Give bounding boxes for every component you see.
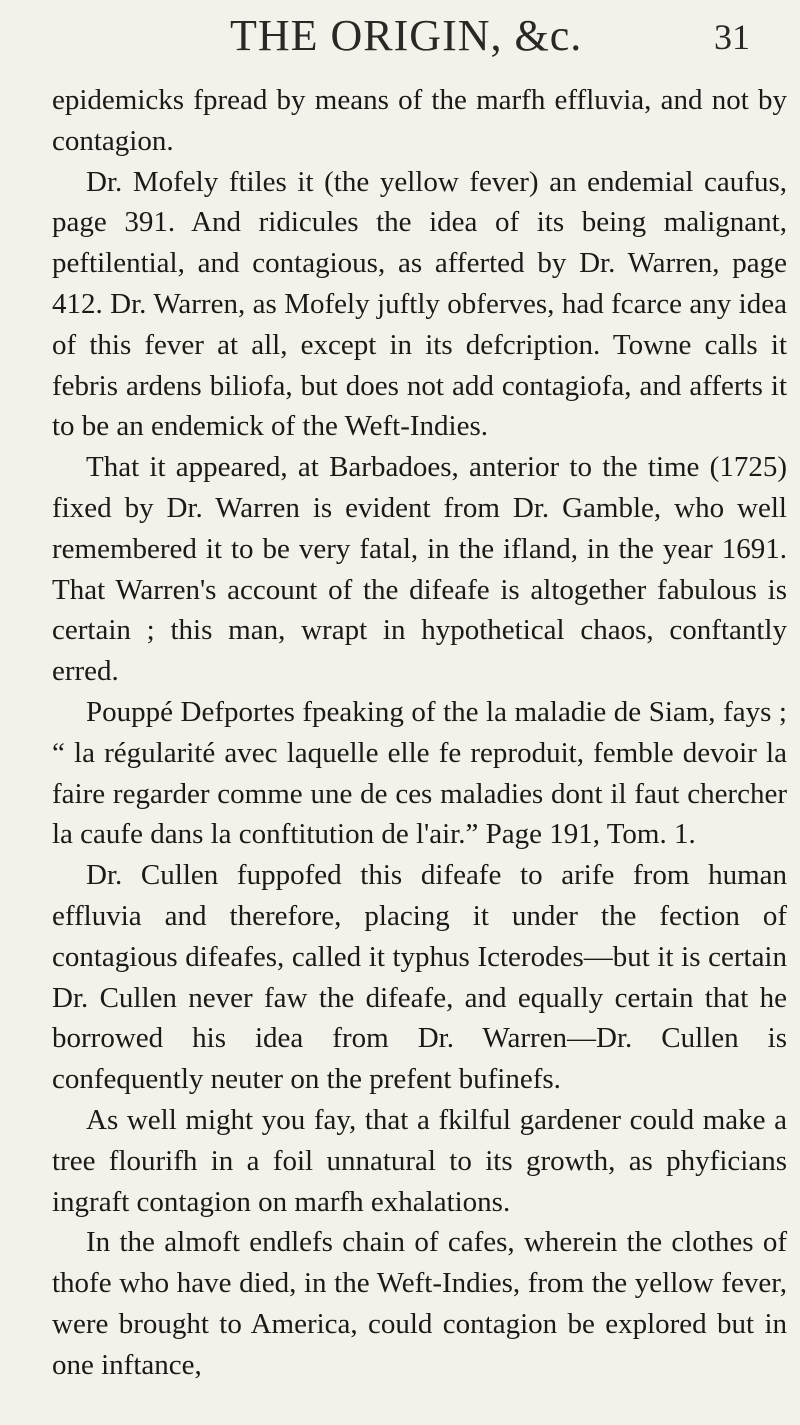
page-header	[0, 10, 800, 70]
paragraph: Dr. Cullen fuppofed this difeafe to arife from human effluvia and therefore, placing it under the fection of contagious difeafes, called it typhus Icterodes—but it is certain Dr. Cullen never faw the difeafe, and equally certain that he borrowed his idea from Dr. Warren—Dr. Cullen is confequently neuter on the prefent bufinefs.	[52, 859, 787, 1096]
running-head: THE ORIGIN, &c.	[230, 11, 583, 60]
body-text	[52, 80, 787, 1386]
paragraph: epidemicks fpread by means of the marfh effluvia, and not by contagion.	[52, 84, 787, 157]
paragraph: Pouppé Defportes fpeaking of the la maladie de Siam, fays ; “ la régularité avec laquelle elle fe reproduit, femble devoir la faire regarder comme une de ces maladies dont il faut chercher la caufe dans la conftitution de l'air.” Page 191, Tom. 1.	[52, 695, 787, 851]
paragraph: That it appeared, at Barbadoes, anterior to the time (1725) fixed by Dr. Warren is evident from Dr. Gamble, who well remembered it to be very fatal, in the ifland, in the year 1691. That Warren's account of the difeafe is altogether fabulous is certain ; this man, wrapt in hypothetical chaos, conftantly erred.	[52, 451, 787, 688]
page-number: 31	[714, 17, 750, 57]
paragraph: Dr. Mofely ftiles it (the yellow fever) an endemial caufus, page 391. And ridicules the idea of its being malignant, peftilential, and contagious, as afferted by Dr. Warren, page 412. Dr. Warren, as Mofely juftly obferves, had fcarce any idea of this fever at all, except in its defcription. Towne calls it febris ardens biliofa, but does not add contagiofa, and afferts it to be an endemick of the Weft-Indies.	[52, 165, 787, 443]
paragraph: In the almoft endlefs chain of cafes, wherein the clothes of thofe who have died, in the Weft-Indies, from the yellow fever, were brought to America, could contagion be explored but in one inftance,	[52, 1226, 787, 1381]
paragraph: As well might you fay, that a fkilful gardener could make a tree flourifh in a foil unnatural to its growth, as phyficians ingraft contagion on marfh exhalations.	[52, 1103, 787, 1218]
